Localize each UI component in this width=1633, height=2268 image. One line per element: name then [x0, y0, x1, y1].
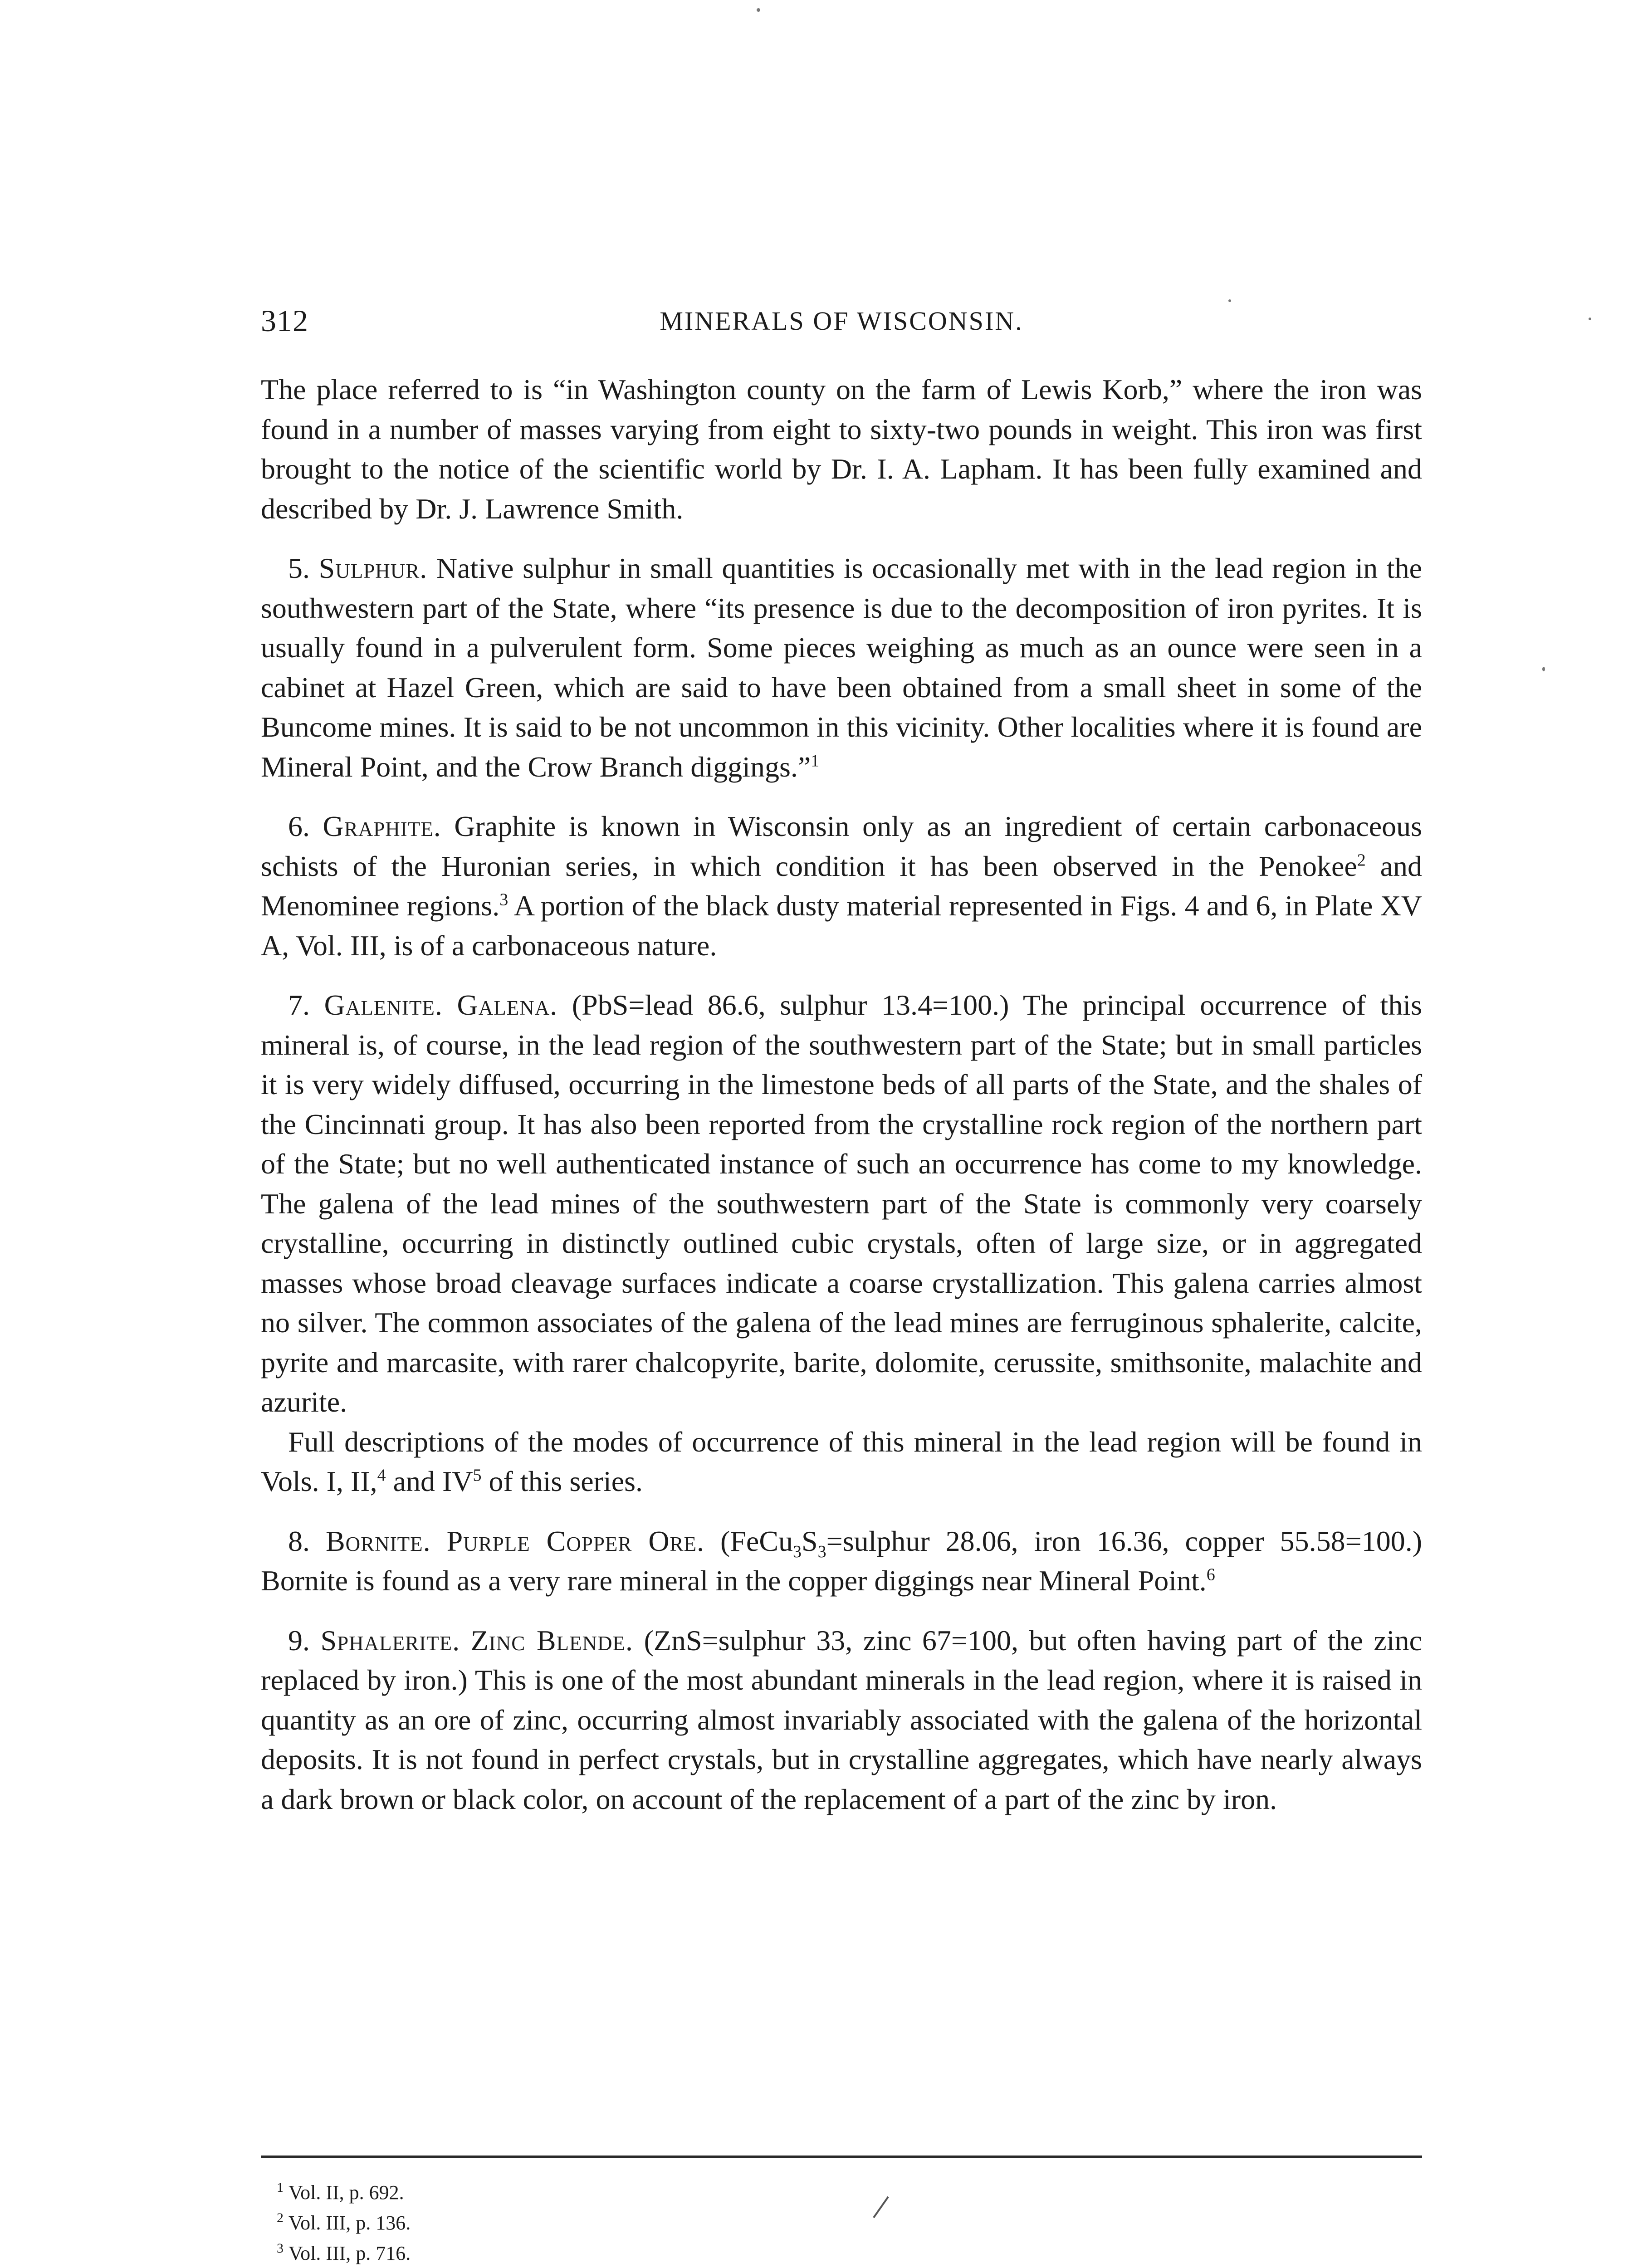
footnote-text: Vol. II, p. 692. — [288, 2181, 404, 2204]
mineral-name: Graphite. — [323, 810, 441, 842]
scan-speck — [1589, 318, 1591, 320]
page-header — [261, 303, 1422, 344]
mineral-alt-name: Purple Copper Ore. — [446, 1525, 705, 1557]
body-text — [261, 370, 1422, 1819]
mineral-name: Bornite. — [325, 1525, 431, 1557]
formula-part: (FeCu — [720, 1525, 793, 1557]
section-number: 5. — [288, 552, 310, 584]
paragraph-text: (PbS=lead 86.6, sulphur 13.4=100.) The principal occurrence of this mineral is, of course, in the lead region of the southwestern part of the State; but in small particles it is very widely diffused, occurring in the limestone beds of all parts of the State, and the shales of the Cincinnati group. It has also been reported from the crystalline rock region of the northern part of the State; but no well authenticated instance of such an occurrence has come to my knowledge. The galena of the lead mines of the southwestern part of the State is commonly very coarsely crystalline, occurring in distinctly outlined cubic crystals, often of large size, or in aggregated masses whose broad cleavage surfaces indicate a coarse crystallization. This galena carries almost no silver. The common associates of the galena of the lead mines are ferruginous sphalerite, calcite, pyrite and marcasite, with rarer chalcopyrite, barite, dolomite, cerussite, smithsonite, malachite and azurite. — [261, 989, 1423, 1418]
section-number: 6. — [288, 810, 310, 842]
footnote-ref: 3 — [499, 890, 508, 909]
footnote-item: 1 Vol. II, p. 692. — [277, 2180, 404, 2204]
paragraph-text: The place referred to is “in Washington county on the farm of Lewis Korb,” where the iron was found in a number of masses varying from eight to sixty-two pounds in weight. This iron was first brought to the notice of the scientific world by Dr. I. A. Lapham. It has been fully examined and described by Dr. J. Lawrence Smith. — [261, 373, 1422, 525]
paragraph-text: and Menominee regions. — [261, 850, 1423, 922]
paragraph-meteor-continued — [261, 370, 1422, 528]
mineral-alt-name: Galena. — [457, 989, 558, 1021]
mineral-alt-name: Zinc Blende. — [470, 1624, 633, 1657]
paragraph-text: A portion of the black dusty material represented in Figs. 4 and 6, in Plate XV A, Vol. III, is of a carbonaceous nature. — [261, 890, 1423, 962]
section-number: 7. — [288, 989, 310, 1021]
scan-speck — [1542, 667, 1545, 671]
section-number: 9. — [288, 1624, 310, 1657]
formula-subscript: 3 — [793, 1542, 802, 1561]
mineral-name: Sphalerite. — [320, 1624, 460, 1657]
mineral-name: Galenite. — [324, 989, 443, 1021]
mineral-name: Sulphur. — [318, 552, 428, 584]
footnote-item: 3 Vol. III, p. 716. — [277, 2241, 411, 2264]
footnote-text: Vol. III, p. 136. — [288, 2212, 411, 2234]
footnotes — [277, 2177, 912, 2268]
footnote-text: Vol. III, p. 716. — [288, 2242, 411, 2264]
paragraph-text: (ZnS=sulphur 33, zinc 67=100, but often having part of the zinc replaced by iron.) This is one of the most abundant minerals in the lead region, where it is raised in quantity as an ore of zinc, occurring almost invariably associated with the galena of the horizontal deposits. It is not found in perfect crystals, but in crystalline aggregates, which have nearly always a dark brown or black color, on account of the replacement of a part of the zinc by iron. — [261, 1624, 1422, 1815]
footnote-divider — [261, 2156, 1422, 2158]
paragraph-text: Full descriptions of the modes of occurrence of this mineral in the lead region will be found in Vols. I, II, — [261, 1425, 1422, 1497]
scan-speck — [1228, 299, 1231, 302]
running-head: MINERALS OF WISCONSIN. — [660, 306, 1023, 336]
footnote-ref: 4 — [377, 1466, 386, 1485]
section-number: 8. — [288, 1525, 310, 1557]
formula-subscript: 3 — [817, 1542, 826, 1561]
paragraph-text: Graphite is known in Wisconsin only as an ingredient of certain carbonaceous schists of the Huronian series, in which condition it has been observed in the Penokee — [261, 810, 1423, 882]
chemical-formula — [720, 1525, 826, 1561]
formula-part: S — [802, 1525, 818, 1557]
paragraph-text: Native sulphur in small quantities is occasionally met with in the lead region in the southwestern part of the State, where “its presence is due to the decomposition of iron pyrites. It is usually found in a pulverulent form. Some pieces weighing as much as an ounce were seen in a cabinet at Hazel Green, which are said to have been obtained from a small sheet in some of the Buncome mines. It is said to be not uncommon in this vicinity. Other localities where it is found are Mineral Point, and the Crow Branch diggings.” — [261, 552, 1423, 783]
paragraph-text: =sulphur 28.06, iron 16.36, copper 55.58=100.) Bornite is found as a very rare mineral in the copper diggings near Mineral Point. — [261, 1525, 1423, 1597]
paragraph-sulphur — [261, 548, 1422, 787]
page-number: 312 — [261, 303, 308, 338]
footnote-item: 2 Vol. III, p. 136. — [277, 2210, 411, 2234]
paragraph-bornite — [261, 1521, 1422, 1601]
paragraph-sphalerite — [261, 1621, 1422, 1819]
paragraph-galenite — [261, 985, 1422, 1422]
footnote-ref: 2 — [1357, 850, 1366, 870]
paragraph-graphite — [261, 807, 1422, 965]
paragraph-text: of this series. — [489, 1465, 643, 1497]
footnote-ref: 6 — [1206, 1565, 1215, 1584]
paragraph-text: and IV — [393, 1465, 473, 1497]
footnote-ref: 1 — [811, 751, 820, 771]
scan-speck — [757, 8, 760, 12]
paragraph-galenite-continued — [261, 1422, 1422, 1501]
footnote-ref: 5 — [473, 1466, 482, 1485]
